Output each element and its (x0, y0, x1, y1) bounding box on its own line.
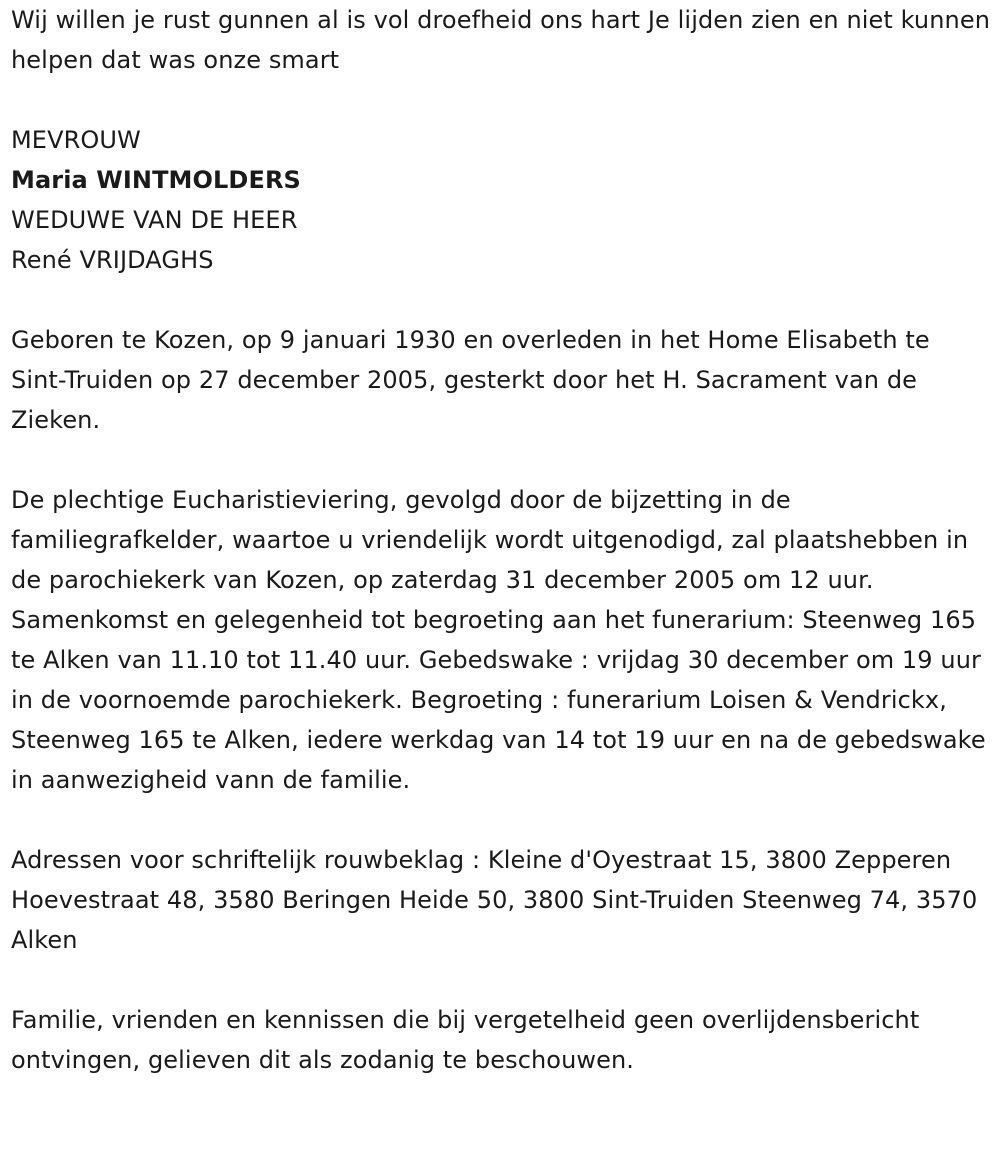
spacer (11, 280, 991, 320)
obituary-notice (11, 0, 991, 1080)
closing-paragraph: Familie, vrienden en kennissen die bij vergetelheid geen overlijdensbericht ontvingen, gelieven dit als zodanig te beschouwen. (11, 1006, 920, 1074)
spacer (11, 800, 991, 840)
husband-name: René VRIJDAGHS (11, 246, 214, 274)
widow-line: WEDUWE VAN DE HEER (11, 206, 298, 234)
ceremony-paragraph: De plechtige Eucharistieviering, gevolgd door de bijzetting in de familiegrafkelder, waartoe u vriendelijk wordt uitgenodigd, zal plaatshebben in de parochiekerk van Kozen, op zaterdag 31 december 2005 om 12 uur. Samenkomst en gelegenheid tot begroeting aan het funerarium: Steenweg 165 te Alken van 11.10 tot 11.40 uur. Gebedswake : vrijdag 30 december om 19 uur in de voornoemde parochiekerk. Begroeting : funerarium Loisen & Vendrickx, Steenweg 165 te Alken, iedere werkdag van 14 tot 19 uur en na de gebedswake in aanwezigheid vann de familie. (11, 486, 986, 794)
birth-death-paragraph: Geboren te Kozen, op 9 januari 1930 en overleden in het Home Elisabeth te Sint-Truiden op 27 december 2005, gesterkt door het H. Sacrament van de Zieken. (11, 326, 930, 434)
addresses-paragraph: Adressen voor schriftelijk rouwbeklag : Kleine d'Oyestraat 15, 3800 Zepperen Hoevestraat 48, 3580 Beringen Heide 50, 3800 Sint-Truiden Steenweg 74, 3570 Alken (11, 846, 978, 954)
spacer (11, 440, 991, 480)
honorific-title: MEVROUW (11, 126, 141, 154)
deceased-name: Maria WINTMOLDERS (11, 166, 301, 194)
poem-text: Wij willen je rust gunnen al is vol droefheid ons hart Je lijden zien en niet kunnen helpen dat was onze smart (11, 6, 991, 74)
spacer (11, 80, 991, 120)
spacer (11, 960, 991, 1000)
